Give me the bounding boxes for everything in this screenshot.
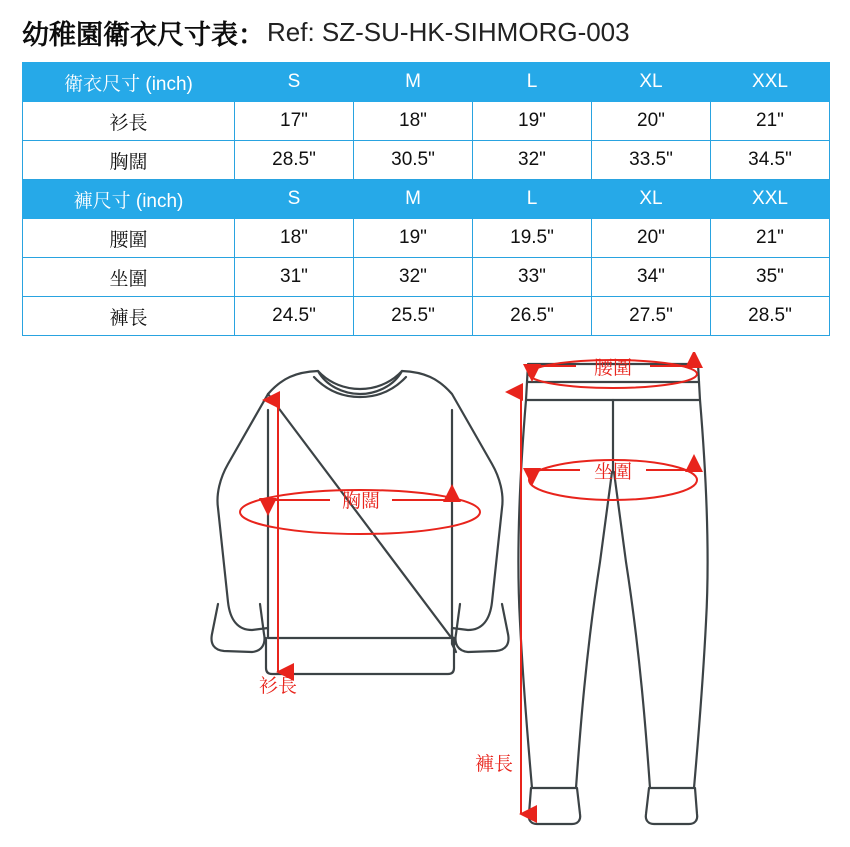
- header-size-xl-bottom: XL: [592, 180, 711, 219]
- cell-waist-xxl: 21": [711, 219, 830, 258]
- cell-pants-length-xxl: 28.5": [711, 297, 830, 336]
- header-size-m-bottom: M: [354, 180, 473, 219]
- cell-hip-xxl: 35": [711, 258, 830, 297]
- row-label-shirt-length: 衫長: [23, 102, 235, 141]
- table-header-row-top: [23, 63, 830, 102]
- cell-shirt-length-l: 19": [473, 102, 592, 141]
- cell-pants-length-l: 26.5": [473, 297, 592, 336]
- cell-shirt-length-m: 18": [354, 102, 473, 141]
- cell-chest-width-l: 32": [473, 141, 592, 180]
- header-label-top: 衛衣尺寸 (inch): [23, 63, 235, 102]
- cell-waist-m: 19": [354, 219, 473, 258]
- header-size-l-top: L: [473, 63, 592, 102]
- cell-hip-s: 31": [235, 258, 354, 297]
- row-label-waist: 腰圍: [23, 219, 235, 258]
- label-hip: 坐圍: [593, 462, 633, 483]
- cell-waist-xl: 20": [592, 219, 711, 258]
- table-row: [23, 219, 830, 258]
- table-row: [23, 102, 830, 141]
- cell-hip-m: 32": [354, 258, 473, 297]
- sweatshirt-measure-chest: [240, 490, 480, 534]
- header-size-s-bottom: S: [235, 180, 354, 219]
- cell-chest-width-s: 28.5": [235, 141, 354, 180]
- cell-pants-length-xl: 27.5": [592, 297, 711, 336]
- label-shirt-length: 衫長: [258, 676, 298, 697]
- pants-measure-waist: [529, 357, 697, 388]
- table-row: [23, 141, 830, 180]
- table-header-row-bottom: [23, 180, 830, 219]
- cell-shirt-length-s: 17": [235, 102, 354, 141]
- cell-shirt-length-xxl: 21": [711, 102, 830, 141]
- pants-measure-length: [475, 392, 521, 814]
- sweatshirt-measure-length: [259, 400, 297, 697]
- cell-pants-length-s: 24.5": [235, 297, 354, 336]
- header-size-s-top: S: [235, 63, 354, 102]
- label-pants-length: 褲長: [474, 754, 514, 775]
- header-label-bottom: 褲尺寸 (inch): [23, 180, 235, 219]
- pants-diagram: [518, 364, 707, 824]
- header-size-xxl-bottom: XXL: [711, 180, 830, 219]
- table-row: [23, 297, 830, 336]
- cell-chest-width-xxl: 34.5": [711, 141, 830, 180]
- measurement-illustrations: [0, 352, 850, 847]
- row-label-hip: 坐圍: [23, 258, 235, 297]
- cell-chest-width-xl: 33.5": [592, 141, 711, 180]
- table-row: [23, 258, 830, 297]
- label-waist: 腰圍: [593, 358, 633, 379]
- cell-waist-s: 18": [235, 219, 354, 258]
- page-title-chinese: 幼稚園衛衣尺寸表：: [22, 19, 265, 50]
- cell-hip-l: 33": [473, 258, 592, 297]
- cell-chest-width-m: 30.5": [354, 141, 473, 180]
- label-chest-width: 胸闊: [341, 491, 381, 512]
- header-size-m-top: M: [354, 63, 473, 102]
- page-title: [22, 12, 830, 52]
- cell-shirt-length-xl: 20": [592, 102, 711, 141]
- header-size-l-bottom: L: [473, 180, 592, 219]
- header-size-xxl-top: XXL: [711, 63, 830, 102]
- header-size-xl-top: XL: [592, 63, 711, 102]
- row-label-pants-length: 褲長: [23, 297, 235, 336]
- cell-pants-length-m: 25.5": [354, 297, 473, 336]
- cell-hip-xl: 34": [592, 258, 711, 297]
- cell-waist-l: 19.5": [473, 219, 592, 258]
- size-table: [22, 62, 830, 336]
- pants-measure-hip: [529, 460, 697, 500]
- row-label-chest-width: 胸闊: [23, 141, 235, 180]
- page-title-reference: Ref: SZ-SU-HK-SIHMORG-003: [267, 16, 630, 47]
